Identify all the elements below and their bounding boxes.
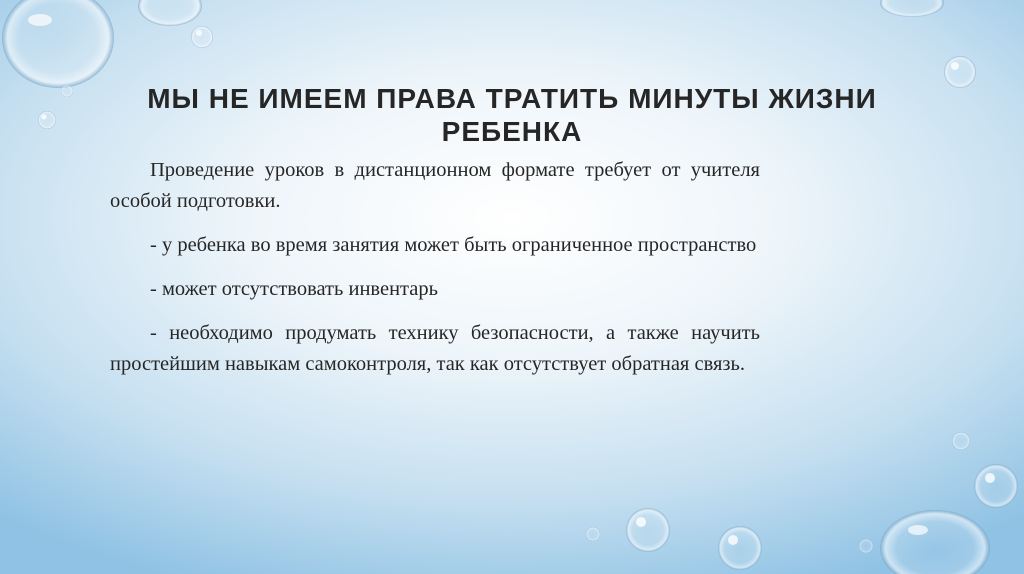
body-paragraph: - может отсутствовать инвентарь — [150, 278, 438, 300]
body-paragraph: - необходимо продумать технику безопасности, а также научить простейшим навыкам самоконтроля, так как отсутствует обратная связь. — [110, 322, 760, 375]
droplet — [586, 527, 600, 541]
droplet — [138, 0, 202, 26]
droplet — [718, 526, 762, 570]
droplet — [974, 464, 1018, 508]
droplet — [952, 432, 970, 450]
droplet — [2, 0, 114, 88]
droplet — [944, 56, 976, 88]
droplet — [880, 0, 944, 17]
droplet — [61, 85, 73, 97]
droplet — [191, 26, 213, 48]
droplet — [626, 508, 670, 552]
body-paragraph: Проведение уроков в дистанционном формате требует от учителя особой подготовки. — [110, 159, 760, 212]
droplet — [880, 510, 990, 574]
slide-title: МЫ НЕ ИМЕЕМ ПРАВА ТРАТИТЬ МИНУТЫ ЖИЗНИ РЕБЕНКА — [147, 83, 877, 147]
slide-body — [110, 155, 760, 380]
droplet — [38, 111, 56, 129]
droplet — [859, 539, 873, 553]
body-paragraph: - у ребенка во время занятия может быть ограниченное пространство — [150, 234, 757, 256]
